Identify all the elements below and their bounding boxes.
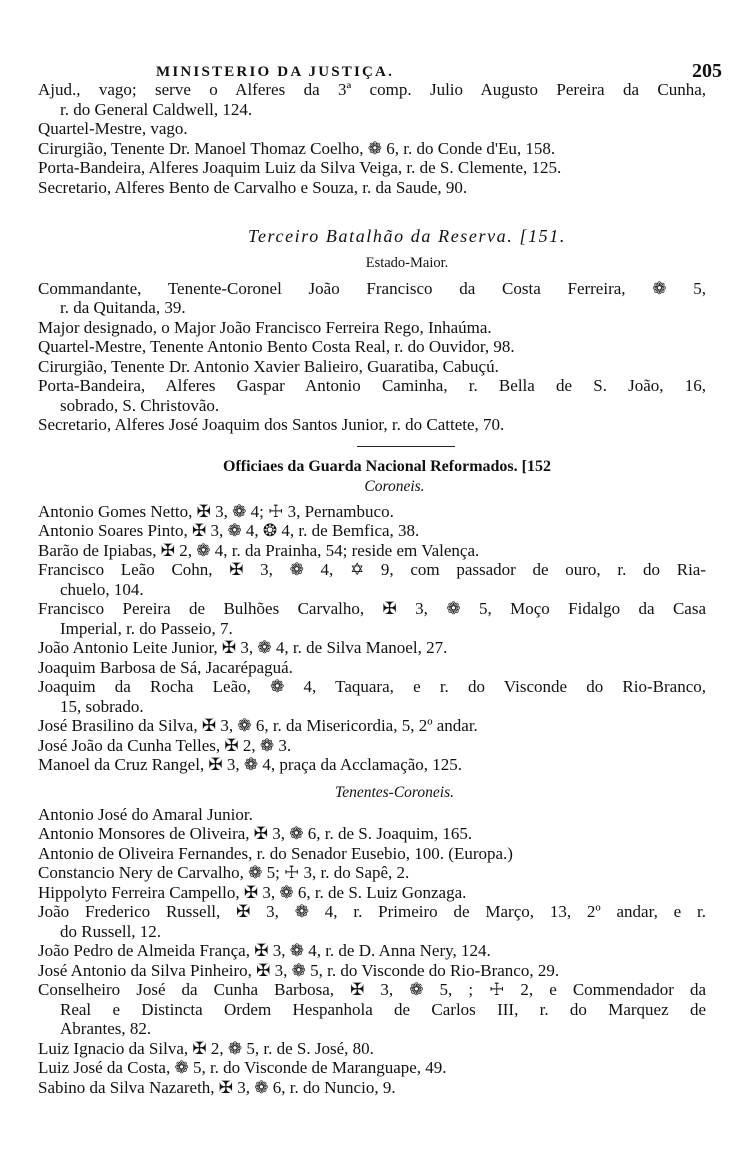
list-entry <box>38 541 706 561</box>
entry-line: Antonio Gomes Netto, ✠ 3, ❁ 4; ☩ 3, Pernambuco. <box>38 501 394 521</box>
entry-line: Porta-Bandeira, Alferes Gaspar Antonio Caminha, r. Bella de S. João, 16, <box>38 376 706 395</box>
entry-line: Cirurgião, Tenente Dr. Manoel Thomaz Coelho, ❁ 6, r. do Conde d'Eu, 158. <box>38 138 556 158</box>
list-entry <box>38 824 706 844</box>
entry-line: Barão de Ipiabas, ✠ 2, ❁ 4, r. da Prainha, 54; reside em Valença. <box>38 540 480 560</box>
subheading-tenentes-coroneis: Tenentes-Coroneis. <box>335 783 454 801</box>
entry-line: Quartel-Mestre, Tenente Antonio Bento Costa Real, r. do Ouvidor, 98. <box>38 337 515 356</box>
list-entry <box>38 980 706 1039</box>
estado-maior-list <box>38 279 706 435</box>
entry-continuation-line: r. da Quitanda, 39. <box>60 298 186 317</box>
list-entry <box>38 883 706 903</box>
subheading-estado-maior: Estado-Maior. <box>365 254 449 271</box>
list-entry <box>38 658 706 678</box>
list-entry <box>38 677 706 716</box>
section-heading-terceiro-batalhao: Terceiro Batalhão da Reserva. [151. <box>248 225 566 246</box>
list-entry <box>38 415 706 435</box>
entry-line: Ajud., vago; serve o Alferes da 3ª comp. Julio Augusto Pereira da Cunha, <box>38 80 706 99</box>
list-entry <box>38 1039 706 1059</box>
entry-line: Joaquim da Rocha Leão, ❁ 4, Taquara, e r. do Visconde do Rio-Branco, <box>38 677 706 696</box>
entry-line: Manoel da Cruz Rangel, ✠ 3, ❁ 4, praça da Acclamação, 125. <box>38 755 463 774</box>
list-entry <box>38 844 706 864</box>
page-number: 205 <box>692 60 722 82</box>
coroneis-list <box>38 502 706 775</box>
entry-line: Secretario, Alferes José Joaquim dos Santos Junior, r. do Cattete, 70. <box>38 415 505 434</box>
entry-line: Antonio Monsores de Oliveira, ✠ 3, ❁ 6, r. de S. Joaquim, 165. <box>38 824 473 843</box>
entry-line: Francisco Pereira de Bulhões Carvalho, ✠ 3, ❁ 5, Moço Fidalgo da Casa <box>38 599 706 618</box>
list-entry <box>38 902 706 941</box>
entry-continuation-line: chuelo, 104. <box>60 579 144 599</box>
entry-line: Joaquim Barbosa de Sá, Jacarépaguá. <box>38 657 293 677</box>
list-entry <box>38 337 706 357</box>
list-entry <box>38 1058 706 1078</box>
subheading-coroneis: Coroneis. <box>364 477 425 495</box>
entry-continuation-line: Abrantes, 82. <box>60 1019 152 1038</box>
entry-line: João Pedro de Almeida França, ✠ 3, ❁ 4, r. de D. Anna Nery, 124. <box>38 941 491 960</box>
entry-line: Porta-Bandeira, Alferes Joaquim Luiz da Silva Veiga, r. de S. Clemente, 125. <box>38 158 562 177</box>
list-entry <box>38 716 706 736</box>
entry-line: Antonio José do Amaral Junior. <box>38 804 253 824</box>
list-entry <box>38 863 706 883</box>
section-heading-officiaes: Officiaes da Guarda Nacional Reformados. [152 <box>223 457 551 475</box>
list-entry <box>38 805 706 825</box>
list-entry <box>38 80 706 119</box>
list-entry <box>38 318 706 338</box>
list-entry <box>38 376 706 415</box>
list-entry <box>38 158 706 178</box>
entry-line: Conselheiro José da Cunha Barbosa, ✠ 3, ❁ 5, ; ☩ 2, e Commendador da <box>38 980 706 999</box>
entry-line: Francisco Leão Cohn, ✠ 3, ❁ 4, ✡ 9, com passador de ouro, r. do Ria- <box>38 560 706 579</box>
entry-continuation-line: Real e Distincta Ordem Hespanhola de Carlos III, r. do Marquez de <box>60 999 706 1019</box>
page-content <box>38 80 706 1097</box>
list-entry <box>38 560 706 599</box>
list-entry <box>38 736 706 756</box>
list-entry <box>38 279 706 318</box>
tenentes-coroneis-list <box>38 805 706 1098</box>
entry-line: João Antonio Leite Junior, ✠ 3, ❁ 4, r. de Silva Manoel, 27. <box>38 638 448 657</box>
list-entry <box>38 521 706 541</box>
entry-line: José Antonio da Silva Pinheiro, ✠ 3, ❁ 5, r. do Visconde do Rio-Branco, 29. <box>38 960 560 980</box>
list-entry <box>38 178 706 198</box>
entry-line: Major designado, o Major João Francisco Ferreira Rego, Inhaúma. <box>38 317 492 337</box>
entry-line: Commandante, Tenente-Coronel João Francisco da Costa Ferreira, ❁ 5, <box>38 278 706 298</box>
running-header <box>38 60 722 82</box>
list-entry <box>38 119 706 139</box>
list-entry <box>38 599 706 638</box>
entry-line: Antonio Soares Pinto, ✠ 3, ❁ 4, ❂ 4, r. de Bemfica, 38. <box>38 521 420 540</box>
list-entry <box>38 139 706 159</box>
entry-continuation-line: sobrado, S. Christovão. <box>60 395 220 415</box>
list-entry <box>38 961 706 981</box>
entry-line: Luiz Ignacio da Silva, ✠ 2, ❁ 5, r. de S. José, 80. <box>38 1038 374 1058</box>
list-entry <box>38 1078 706 1098</box>
list-entry <box>38 755 706 775</box>
entry-line: Quartel-Mestre, vago. <box>38 119 188 138</box>
entry-line: Luiz José da Costa, ❁ 5, r. do Visconde de Maranguape, 49. <box>38 1058 447 1077</box>
list-entry <box>38 502 706 522</box>
entry-line: Sabino da Silva Nazareth, ✠ 3, ❁ 6, r. do Nuncio, 9. <box>38 1077 396 1097</box>
entry-line: José Brasilino da Silva, ✠ 3, ❁ 6, r. da Misericordia, 5, 2º andar. <box>38 716 478 735</box>
entry-line: Constancio Nery de Carvalho, ❁ 5; ☩ 3, r. do Sapê, 2. <box>38 863 410 882</box>
entry-continuation-line: Imperial, r. do Passeio, 7. <box>60 618 233 638</box>
list-entry <box>38 357 706 377</box>
entry-line: Antonio de Oliveira Fernandes, r. do Senador Eusebio, 100. (Europa.) <box>38 843 513 863</box>
running-title: MINISTERIO DA JUSTIÇA. <box>156 64 395 80</box>
continued-list <box>38 80 706 197</box>
entry-continuation-line: do Russell, 12. <box>60 921 162 941</box>
entry-line: Hippolyto Ferreira Campello, ✠ 3, ❁ 6, r. de S. Luiz Gonzaga. <box>38 882 467 902</box>
entry-line: João Frederico Russell, ✠ 3, ❁ 4, r. Primeiro de Março, 13, 2º andar, e r. <box>38 902 706 921</box>
entry-line: Cirurgião, Tenente Dr. Antonio Xavier Balieiro, Guaratiba, Cabuçú. <box>38 356 499 376</box>
entry-line: Secretario, Alferes Bento de Carvalho e Souza, r. da Saude, 90. <box>38 177 468 197</box>
section-divider <box>357 446 455 447</box>
list-entry <box>38 638 706 658</box>
entry-continuation-line: r. do General Caldwell, 124. <box>60 99 253 119</box>
entry-continuation-line: 15, sobrado. <box>60 696 144 716</box>
list-entry <box>38 941 706 961</box>
entry-line: José João da Cunha Telles, ✠ 2, ❁ 3. <box>38 735 292 755</box>
